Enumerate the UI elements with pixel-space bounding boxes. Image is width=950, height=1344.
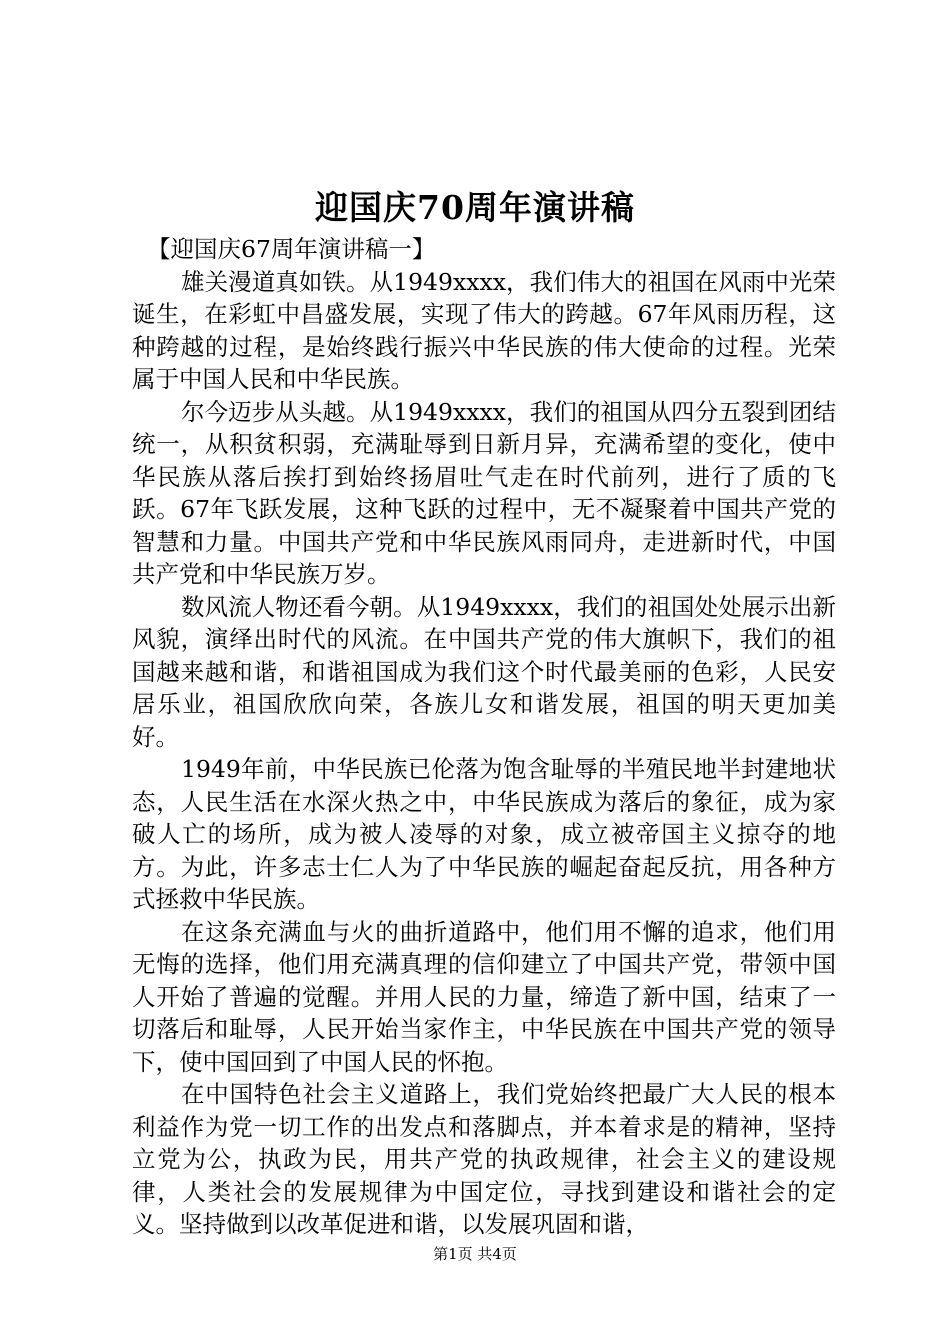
document-title: 迎国庆70周年演讲稿 bbox=[315, 188, 635, 227]
paragraph-1: 雄关漫道真如铁。从1949xxxx，我们伟大的祖国在风雨中光荣诞生，在彩虹中昌盛发展，实现了伟大的跨越。67年风雨历程，这种跨越的过程，是始终践行振兴中华民族的伟大使命的过程。光荣属于中国人民和中华民族。 bbox=[132, 267, 836, 393]
paragraph-4: 1949年前，中华民族已伦落为饱含耻辱的半殖民地半封建地状态，人民生活在水深火热之中，中华民族成为落后的象征，成为家破人亡的场所，成为被人凌辱的对象，成立被帝国主义掠夺的地方。为此，许多志士仁人为了中华民族的崛起奋起反抗，用各种方式拯救中华民族。 bbox=[132, 755, 836, 913]
section-subheading: 【迎国庆67周年演讲稿一】 bbox=[147, 235, 436, 263]
paragraph-2: 尔今迈步从头越。从1949xxxx，我们的祖国从四分五裂到团结统一，从积贫积弱，充满耻辱到日新月异，充满希望的变化，使中华民族从落后挨打到始终扬眉吐气走在时代前列，进行了质的飞跃。67年飞跃发展，这种飞跃的过程中，无不凝聚着中国共产党的智慧和力量。中国共产党和中华民族风雨同舟，走进新时代，中国共产党和中华民族万岁。 bbox=[132, 397, 836, 588]
page-footer: 第1页 共4页 bbox=[433, 1245, 517, 1263]
paragraph-5: 在这条充满血与火的曲折道路中，他们用不懈的追求，他们用无悔的选择，他们用充满真理的信仰建立了中国共产党，带领中国人开始了普遍的觉醒。并用人民的力量，缔造了新中国，结束了一切落后和耻辱，人民开始当家作主，中华民族在中国共产党的领导下，使中国回到了中国人民的怀抱。 bbox=[132, 917, 836, 1076]
paragraph-3: 数风流人物还看今朝。从1949xxxx，我们的祖国处处展示出新风貌，演绎出时代的风流。在中国共产党的伟大旗帜下，我们的祖国越来越和谐，和谐祖国成为我们这个时代最美丽的色彩，人民安居乐业，祖国欣欣向荣，各族儿女和谐发展，祖国的明天更加美好。 bbox=[132, 592, 836, 751]
paragraph-6: 在中国特色社会主义道路上，我们党始终把最广大人民的根本利益作为党一切工作的出发点和落脚点，并本着求是的精神，坚持立党为公，执政为民，用共产党的执政规律，社会主义的建设规律，人类社会的发展规律为中国定位，寻找到建设和谐社会的定义。坚持做到以改革促进和谐，以发展巩固和谐， bbox=[132, 1080, 836, 1238]
document-body bbox=[132, 233, 836, 1241]
